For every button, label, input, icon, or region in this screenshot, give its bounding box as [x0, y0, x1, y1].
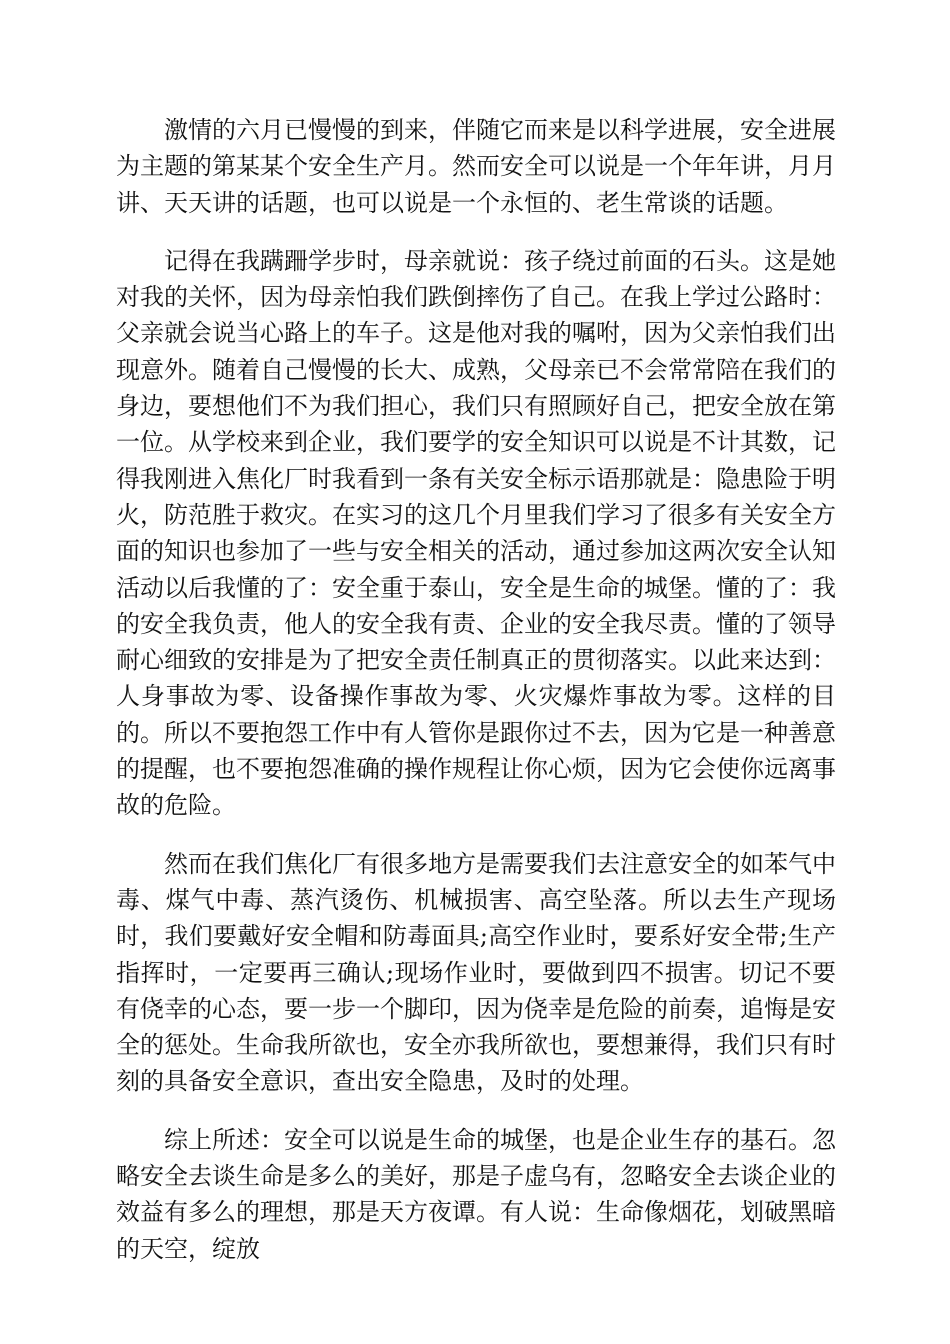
paragraph: 激情的六月已慢慢的到来，伴随它而来是以科学进展，安全进展为主题的第某某个安全生产月。然而安全可以说是一个年年讲，月月讲、天天讲的话题，也可以说是一个永恒的、老生常谈的话题。 — [116, 116, 836, 217]
paragraph: 然而在我们焦化厂有很多地方是需要我们去注意安全的如苯气中毒、煤气中毒、蒸汽烫伤、机械损害、高空坠落。所以去生产现场时，我们要戴好安全帽和防毒面具;高空作业时，要系好安全带;生产指挥时，一定要再三确认;现场作业时，要做到四不损害。切记不要有侥幸的心态，要一步一个脚印，因为侥幸是危险的前奏，追悔是安全的惩处。生命我所欲也，安全亦我所欲也，要想兼得，我们只有时刻的具备安全意识，查出安全隐患，及时的处理。 — [116, 849, 836, 1096]
paragraph: 记得在我蹒跚学步时，母亲就说：孩子绕过前面的石头。这是她对我的关怀，因为母亲怕我们跌倒摔伤了自己。在我上学过公路时：父亲就会说当心路上的车子。这是他对我的嘱咐，因为父亲怕我们出现意外。随着自己慢慢的长大、成熟，父母亲已不会常常陪在我们的身边，要想他们不为我们担心，我们只有照顾好自己，把安全放在第一位。从学校来到企业，我们要学的安全知识可以说是不计其数，记得我刚进入焦化厂时我看到一条有关安全标示语那就是：隐患险于明火，防范胜于救灾。在实习的这几个月里我们学习了很多有关安全方面的知识也参加了一些与安全相关的活动，通过参加这两次安全认知活动以后我懂的了：安全重于泰山，安全是生命的城堡。懂的了：我的安全我负责，他人的安全我有责、企业的安全我尽责。懂的了领导耐心细致的安排是为了把安全责任制真正的贯彻落实。以此来达到：人身事故为零、设备操作事故为零、火灾爆炸事故为零。这样的目的。所以不要抱怨工作中有人管你是跟你过不去，因为它是一种善意的提醒，也不要抱怨准确的操作规程让你心烦，因为它会使你远离事故的危险。 — [116, 246, 836, 820]
paragraph: 综上所述：安全可以说是生命的城堡，也是企业生存的基石。忽略安全去谈生命是多么的美好，那是子虚乌有，忽略安全去谈企业的效益有多么的理想，那是天方夜谭。有人说：生命像烟花，划破黑暗的天空，绽放 — [116, 1125, 836, 1263]
document-body — [116, 112, 836, 1289]
